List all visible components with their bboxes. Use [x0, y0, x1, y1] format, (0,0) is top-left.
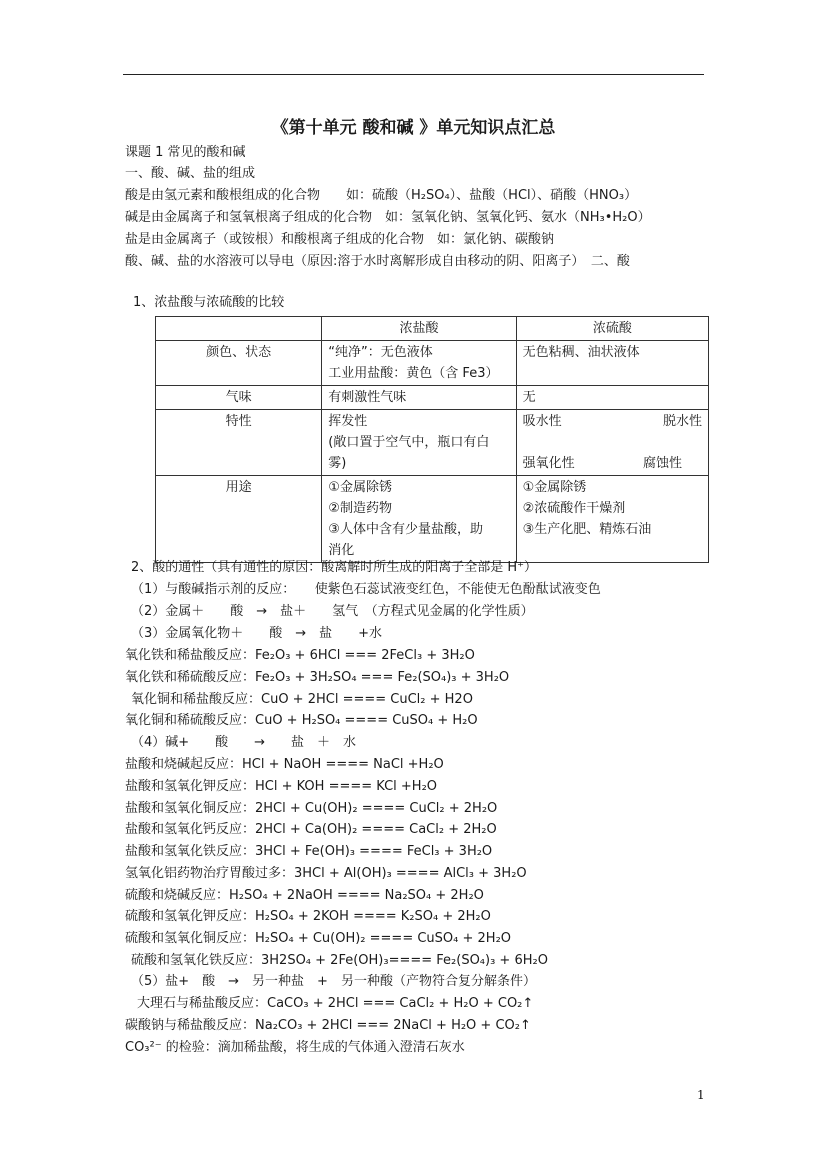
- cell-line: “纯净”：无色液体: [328, 345, 433, 360]
- equation-line: 盐酸和氢氧化钙反应：2HCl + Ca(OH)₂ ==== CaCl₂ + 2H₂O: [125, 822, 497, 837]
- text-line: 酸是由氢元素和酸根组成的化合物 如：硫酸（H₂SO₄）、盐酸（HCl）、硝酸（HNO₃）: [125, 188, 638, 203]
- cell-line: ①金属除锈: [328, 480, 392, 495]
- table-cell: [516, 386, 708, 410]
- text-line: 一、酸、碱、盐的组成: [125, 166, 256, 181]
- table-cell: [322, 476, 516, 563]
- cell-line: (敞口置于空气中，瓶口有白: [328, 435, 490, 450]
- table-header-cell: 浓硫酸: [516, 317, 708, 341]
- row-label: 用途: [156, 476, 322, 563]
- table-cell: [322, 341, 516, 386]
- header-rule: [123, 74, 704, 75]
- property-text: 脱水性: [662, 414, 702, 429]
- table-cell: [516, 341, 708, 386]
- cell-line: 雾): [328, 456, 347, 471]
- equation-line: 碳酸钠与稀盐酸反应：Na₂CO₃ + 2HCl === 2NaCl + H₂O + CO₂↑: [125, 1018, 531, 1033]
- cell-line: 无: [522, 390, 536, 405]
- text-line: （4）碱+ 酸 → 盐 ＋ 水: [131, 735, 357, 750]
- equation-line: 硫酸和氢氧化铁反应：3H2SO₄ + 2Fe(OH)₃==== Fe₂(SO₄)₃ + 6H₂O: [131, 953, 548, 968]
- cell-line: 有刺激性气味: [328, 390, 407, 405]
- equation-line: 盐酸和氢氧化钾反应：HCl + KOH ==== KCl +H₂O: [125, 779, 438, 794]
- cell-line: [523, 411, 702, 432]
- equation-line: 氧化铁和稀硫酸反应：Fe₂O₃ + 3H₂SO₄ === Fe₂(SO₄)₃ + 3H₂O: [125, 670, 510, 685]
- text-line: CO₃²⁻ 的检验：滴加稀盐酸，将生成的气体通入澄清石灰水: [125, 1040, 465, 1055]
- table-row: [156, 386, 709, 410]
- equation-line: 硫酸和氢氧化铜反应：H₂SO₄ + Cu(OH)₂ ==== CuSO₄ + 2H₂O: [125, 931, 512, 946]
- equation-line: 盐酸和烧碱起反应：HCl + NaOH ==== NaCl +H₂O: [125, 757, 444, 772]
- text-line: （5）盐+ 酸 → 另一种盐 + 另一种酸（产物符合复分解条件）: [131, 974, 536, 989]
- page-number: 1: [697, 1088, 705, 1102]
- cell-line: ②浓硫酸作干燥剂: [522, 501, 626, 516]
- equation-line: 氧化铁和稀盐酸反应：Fe₂O₃ + 6HCl === 2FeCl₃ + 3H₂O: [125, 648, 475, 663]
- equation-line: 氧化铜和稀盐酸反应：CuO + 2HCl ==== CuCl₂ + H2O: [131, 692, 473, 707]
- table-header-row: [156, 317, 709, 341]
- cell-line: ③人体中含有少量盐酸，助: [328, 522, 483, 537]
- equation-line: 盐酸和氢氧化铁反应：3HCl + Fe(OH)₃ ==== FeCl₃ + 3H₂O: [125, 844, 493, 859]
- text-line: （1）与酸碱指示剂的反应： 使紫色石蕊试液变红色，不能使无色酚酞试液变色: [131, 582, 601, 597]
- text-line: 酸、碱、盐的水溶液可以导电（原因:溶于水时离解形成自由移动的阴、阳离子） 二、酸: [125, 254, 630, 269]
- equation-line: 氢氧化铝药物治疗胃酸过多：3HCl + Al(OH)₃ ==== AlCl₃ + 3H₂O: [125, 866, 527, 881]
- table-cell: [322, 410, 516, 476]
- cell-line: ③生产化肥、精炼石油: [522, 522, 652, 537]
- table-row: [156, 410, 709, 476]
- table-header-cell: 浓盐酸: [322, 317, 516, 341]
- row-label: 特性: [156, 410, 322, 476]
- cell-line: ①金属除锈: [522, 480, 587, 495]
- table-cell: [516, 476, 708, 563]
- equation-line: 硫酸和氢氧化钾反应：H₂SO₄ + 2KOH ==== K₂SO₄ + 2H₂O: [125, 909, 491, 924]
- cell-line: 挥发性: [328, 414, 368, 429]
- text-line: 课题 1 常见的酸和碱: [125, 145, 246, 160]
- text-line: 碱是由金属离子和氢氧根离子组成的化合物 如：氢氧化钠、氢氧化钙、氨水（NH₃•H₂O）: [125, 210, 651, 225]
- text-line: （3）金属氧化物＋ 酸 → 盐 +水: [131, 626, 383, 641]
- section-heading: 1、浓盐酸与浓硫酸的比较: [133, 295, 285, 310]
- equation-line: 氧化铜和稀硫酸反应：CuO + H₂SO₄ ==== CuSO₄ + H₂O: [125, 713, 478, 728]
- equation-line: 大理石与稀盐酸反应：CaCO₃ + 2HCl === CaCl₂ + H₂O + CO₂↑: [137, 996, 534, 1011]
- property-text: 强氧化性: [522, 456, 575, 471]
- equation-line: 硫酸和烧碱反应：H₂SO₄ + 2NaOH ==== Na₂SO₄ + 2H₂O: [125, 888, 484, 903]
- cell-line: [523, 432, 702, 453]
- section-heading: 2、酸的通性（具有通性的原因：酸离解时所生成的阳离子全部是 H⁺）: [131, 560, 538, 575]
- cell-line: ②制造药物: [328, 501, 392, 516]
- row-label: 气味: [156, 386, 322, 410]
- table-row: [156, 476, 709, 563]
- cell-line: 工业用盐酸：黄色（含 Fe3）: [328, 366, 499, 381]
- property-text: 吸水性: [522, 414, 562, 429]
- cell-line: 无色粘稠、油状液体: [522, 345, 640, 360]
- equation-line: 盐酸和氢氧化铜反应：2HCl + Cu(OH)₂ ==== CuCl₂ + 2H₂O: [125, 801, 498, 816]
- table-row: [156, 341, 709, 386]
- property-text: 腐蚀性: [642, 456, 682, 471]
- row-label: 颜色、状态: [156, 341, 322, 386]
- document-title: 《第十单元 酸和碱 》单元知识点汇总: [271, 118, 556, 138]
- text-line: （2）金属＋ 酸 → 盐＋ 氢气 （方程式见金属的化学性质）: [131, 604, 534, 619]
- table-header-cell: [156, 317, 322, 341]
- comparison-table: [155, 316, 709, 563]
- cell-line: 消化: [328, 543, 355, 558]
- table-cell: [516, 410, 708, 476]
- table-cell: [322, 386, 516, 410]
- text-line: 盐是由金属离子（或铵根）和酸根离子组成的化合物 如：氯化钠、碳酸钠: [125, 232, 555, 247]
- cell-line: [523, 453, 702, 474]
